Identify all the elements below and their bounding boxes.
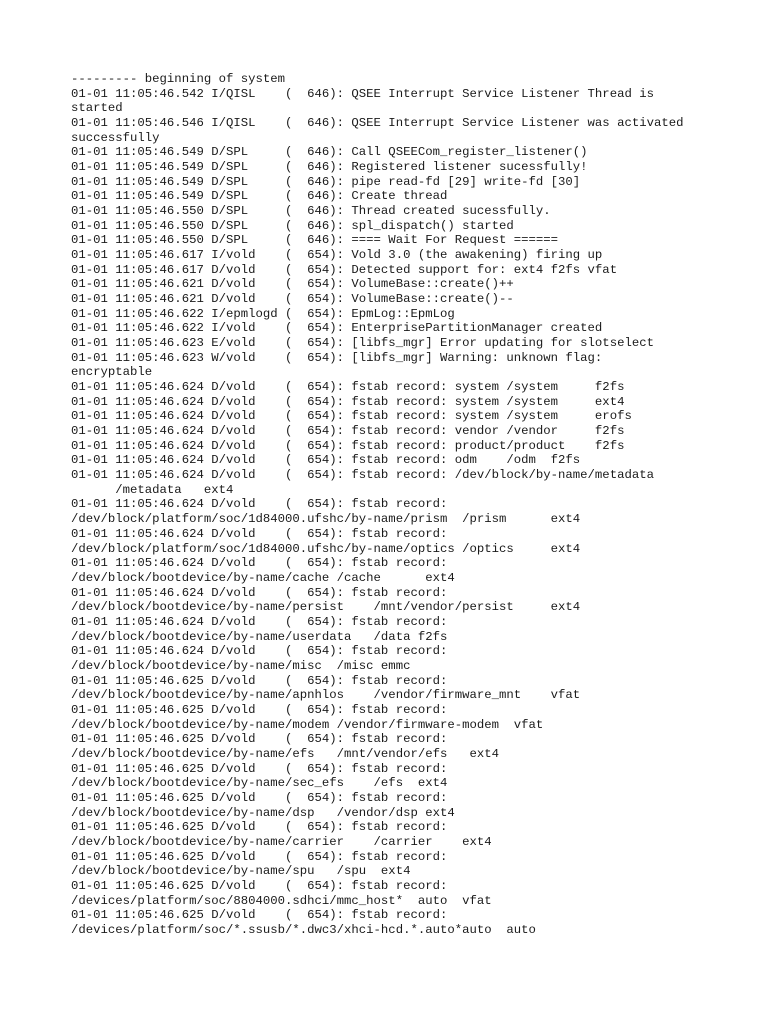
log-line: 01-01 11:05:46.621 D/vold ( 654): VolumeBase::create()++ [71, 277, 514, 292]
log-line: --------- beginning of system [71, 72, 286, 86]
log-line: 01-01 11:05:46.625 D/vold ( 654): fstab record: [71, 790, 448, 805]
log-line: 01-01 11:05:46.624 D/vold ( 654): fstab record: [71, 497, 448, 512]
log-line: /dev/block/bootdevice/by-name/sec_efs /efs ext4 [71, 776, 448, 791]
log-line: 01-01 11:05:46.625 D/vold ( 654): fstab record: [71, 849, 448, 864]
log-line: /dev/block/bootdevice/by-name/misc /misc emmc [71, 658, 411, 673]
log-line: /devices/platform/soc/*.ssusb/*.dwc3/xhci-hcd.*.auto*auto auto [71, 922, 536, 937]
log-line: 01-01 11:05:46.624 D/vold ( 654): fstab record: product/product f2fs [71, 438, 625, 453]
log-line: 01-01 11:05:46.624 D/vold ( 654): fstab record: [71, 614, 448, 629]
log-line: 01-01 11:05:46.624 D/vold ( 654): fstab record: [71, 644, 448, 659]
log-line: /dev/block/platform/soc/1d84000.ufshc/by-name/prism /prism ext4 [71, 512, 581, 527]
log-line: 01-01 11:05:46.624 D/vold ( 654): fstab record: system /system f2fs [71, 380, 625, 395]
log-line: 01-01 11:05:46.549 D/SPL ( 646): pipe read-fd [29] write-fd [30] [71, 174, 581, 189]
log-line: 01-01 11:05:46.624 D/vold ( 654): fstab record: system /system ext4 [71, 394, 625, 409]
log-line: 01-01 11:05:46.623 E/vold ( 654): [libfs_mgr] Error updating for slotselect [71, 336, 654, 351]
log-line: /dev/block/bootdevice/by-name/spu /spu ext4 [71, 864, 411, 879]
log-line: 01-01 11:05:46.625 D/vold ( 654): fstab record: [71, 732, 448, 747]
log-line: 01-01 11:05:46.625 D/vold ( 654): fstab record: [71, 878, 448, 893]
log-line: 01-01 11:05:46.624 D/vold ( 654): fstab record: [71, 556, 448, 571]
log-line: 01-01 11:05:46.625 D/vold ( 654): fstab record: [71, 673, 448, 688]
log-line: /dev/block/bootdevice/by-name/persist /mnt/vendor/persist ext4 [71, 600, 581, 615]
log-line: 01-01 11:05:46.624 D/vold ( 654): fstab record: odm /odm f2fs [71, 453, 581, 468]
log-line: 01-01 11:05:46.550 D/SPL ( 646): Thread created sucessfully. [71, 204, 551, 219]
log-line: /dev/block/platform/soc/1d84000.ufshc/by-name/optics /optics ext4 [71, 541, 581, 556]
log-line: 01-01 11:05:46.617 D/vold ( 654): Detected support for: ext4 f2fs vfat [71, 262, 618, 277]
log-line: 01-01 11:05:46.623 W/vold ( 654): [libfs_mgr] Warning: unknown flag: [71, 350, 603, 365]
log-line: 01-01 11:05:46.624 D/vold ( 654): fstab record: [71, 526, 448, 541]
log-line: /dev/block/bootdevice/by-name/dsp /vendor/dsp ext4 [71, 805, 455, 820]
log-line: 01-01 11:05:46.625 D/vold ( 654): fstab record: [71, 820, 448, 835]
log-line: /dev/block/bootdevice/by-name/modem /vendor/firmware-modem vfat [71, 717, 544, 732]
log-line: 01-01 11:05:46.624 D/vold ( 654): fstab record: vendor /vendor f2fs [71, 424, 625, 439]
log-line: 01-01 11:05:46.624 D/vold ( 654): fstab record: /dev/block/by-name/metadata [71, 468, 654, 483]
log-line: /metadata ext4 [71, 482, 234, 497]
log-line: 01-01 11:05:46.550 D/SPL ( 646): ==== Wait For Request ====== [71, 233, 559, 248]
log-line: /dev/block/bootdevice/by-name/userdata /data f2fs [71, 629, 448, 644]
log-line: 01-01 11:05:46.549 D/SPL ( 646): Registered listener sucessfully! [71, 160, 588, 175]
log-line: /devices/platform/soc/8804000.sdhci/mmc_host* auto vfat [71, 893, 492, 908]
log-line: 01-01 11:05:46.546 I/QISL ( 646): QSEE Interrupt Service Listener was activated [71, 116, 684, 131]
log-line: 01-01 11:05:46.549 D/SPL ( 646): Create thread [71, 189, 448, 204]
log-line: 01-01 11:05:46.621 D/vold ( 654): VolumeBase::create()-- [71, 292, 514, 307]
log-text-block [71, 72, 711, 938]
log-line: 01-01 11:05:46.550 D/SPL ( 646): spl_dispatch() started [71, 218, 514, 233]
log-line: started [71, 101, 123, 116]
log-line: 01-01 11:05:46.622 I/epmlogd ( 654): EpmLog::EpmLog [71, 306, 455, 321]
log-line: 01-01 11:05:46.624 D/vold ( 654): fstab record: system /system erofs [71, 409, 632, 424]
log-line: 01-01 11:05:46.542 I/QISL ( 646): QSEE Interrupt Service Listener Thread is [71, 86, 654, 101]
log-line: /dev/block/bootdevice/by-name/efs /mnt/vendor/efs ext4 [71, 746, 500, 761]
log-line: 01-01 11:05:46.625 D/vold ( 654): fstab record: [71, 908, 448, 923]
log-line: 01-01 11:05:46.625 D/vold ( 654): fstab record: [71, 761, 448, 776]
log-line: successfully [71, 130, 160, 145]
log-line: /dev/block/bootdevice/by-name/carrier /carrier ext4 [71, 834, 492, 849]
log-line: /dev/block/bootdevice/by-name/cache /cache ext4 [71, 570, 455, 585]
log-line: /dev/block/bootdevice/by-name/apnhlos /vendor/firmware_mnt vfat [71, 688, 581, 703]
log-line: 01-01 11:05:46.624 D/vold ( 654): fstab record: [71, 585, 448, 600]
log-line: 01-01 11:05:46.617 I/vold ( 654): Vold 3.0 (the awakening) firing up [71, 248, 603, 263]
log-line: 01-01 11:05:46.549 D/SPL ( 646): Call QSEECom_register_listener() [71, 145, 588, 160]
log-line: 01-01 11:05:46.622 I/vold ( 654): EnterprisePartitionManager created [71, 321, 603, 336]
log-line: encryptable [71, 365, 153, 380]
log-line: 01-01 11:05:46.625 D/vold ( 654): fstab record: [71, 702, 448, 717]
